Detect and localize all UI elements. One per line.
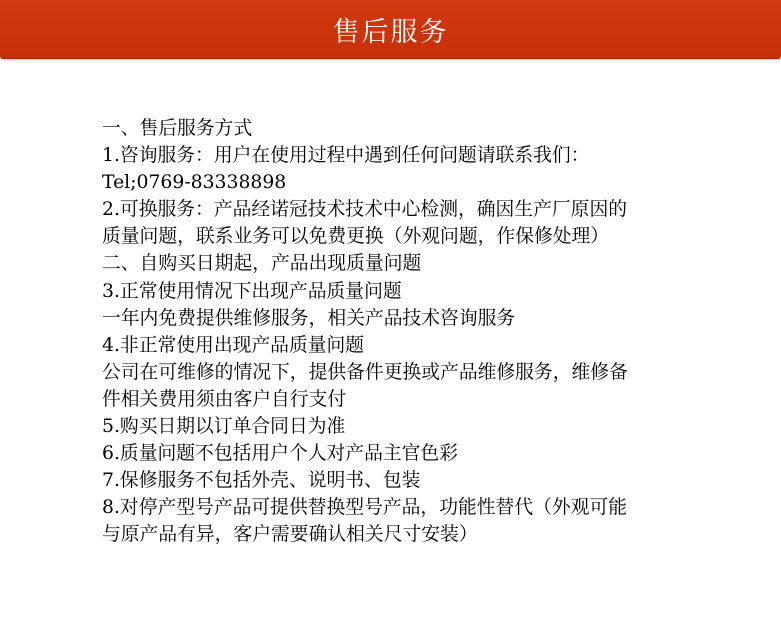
text-line: 一年内免费提供维修服务，相关产品技术咨询服务 xyxy=(102,307,516,329)
after-sales-text xyxy=(102,115,770,549)
text-line: 5.购买日期以订单合同日为准 xyxy=(102,416,346,438)
text-line: 1.咨询服务：用户在使用过程中遇到任何问题请联系我们： xyxy=(102,145,590,167)
text-line: 件相关费用须由客户自行支付 xyxy=(102,388,347,410)
text-line: 一、售后服务方式 xyxy=(102,118,253,139)
header-bar xyxy=(0,0,781,59)
text-line: 公司在可维修的情况下，提供备件更换或产品维修服务，维修备 xyxy=(102,361,628,383)
text-line: 质量问题，联系业务可以免费更换（外观问题，作保修处理） xyxy=(102,226,610,248)
text-line: 4.非正常使用出现产品质量问题 xyxy=(102,334,365,356)
text-line: 二、自购买日期起，产品出现质量问题 xyxy=(102,253,422,275)
page-title: 售后服务 xyxy=(332,16,449,48)
text-line: Tel;0769-83338898 xyxy=(102,172,287,194)
text-line: 2.可换服务：产品经诺冠技术技术中心检测，确因生产厂原因的 xyxy=(102,199,628,221)
text-line: 8.对停产型号产品可提供替换型号产品，功能性替代（外观可能 xyxy=(102,497,628,519)
text-line: 7.保修服务不包括外壳、说明书、包装 xyxy=(102,470,421,492)
text-line: 6.质量问题不包括用户个人对产品主官色彩 xyxy=(102,443,458,465)
text-line: 与原产品有异，客户需要确认相关尺寸安装） xyxy=(102,524,478,546)
text-line: 3.正常使用情况下出现产品质量问题 xyxy=(102,280,402,302)
